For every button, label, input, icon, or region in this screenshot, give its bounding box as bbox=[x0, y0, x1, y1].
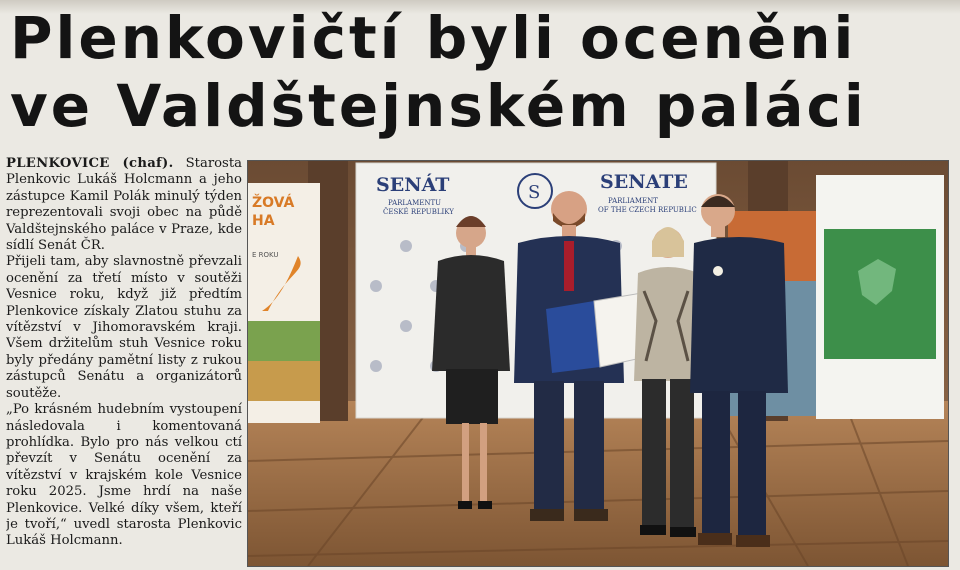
rollup-left-line: E ROKU bbox=[252, 251, 279, 259]
headline-line-1: Plenkovičtí byli oceněni bbox=[10, 4, 857, 72]
banner-right-sub1: PARLIAMENT bbox=[608, 197, 658, 205]
banner-left-sub2: ČESKÉ REPUBLIKY bbox=[383, 208, 454, 216]
senate-logo-letter: S bbox=[528, 182, 541, 203]
award-photo bbox=[247, 160, 949, 567]
dateline: PLENKOVICE (chaf). bbox=[6, 156, 174, 171]
headline-line-2: ve Valdštejnském paláci bbox=[10, 72, 867, 140]
rollup-left-field bbox=[248, 361, 320, 401]
banner-right-title: SENATE bbox=[600, 171, 688, 193]
rollup-left-title-2: HA bbox=[252, 213, 275, 229]
paragraph-1-text: Starosta Plenkovic Lukáš Holcmann a jeho zástupce Kamil Polák minulý týden reprezentovali svoji obec na půdě Valdštejnského paláce v Praze, kde sídlí Senát ČR. bbox=[6, 156, 242, 254]
rollup-left-title-1: ŽOVÁ bbox=[252, 195, 295, 211]
photo-illustration bbox=[248, 161, 948, 566]
article-paragraph-1 bbox=[6, 156, 242, 254]
article-paragraph-2: Přijeli tam, aby slavnostně převzali ocenění za třetí místo v soutěži Vesnice roku, když již předtím Plenkovice získaly Zlatou stuhu za vítězství v Jihomoravském kraji. Všem držitelům stuh Vesnice roku byly předány pamětní listy z rukou zástupců Senátu a organizátorů soutěže. bbox=[6, 254, 242, 401]
headline bbox=[10, 4, 955, 140]
banner-right-sub2: OF THE CZECH REPUBLIC bbox=[598, 206, 697, 214]
article-paragraph-3: „Po krásném hudebním vystoupení následovala i komentovaná prohlídka. Bylo pro nás velkou ctí převzít v Senátu ocenění za vítězství v krajském kole Vesnice roku 2025. Jsme hrdí na naše Plenkovice. Velké díky všem, kteří je tvoří,“ uvedl starosta Plenkovic Lukáš Holcmann. bbox=[6, 402, 242, 549]
article-column bbox=[6, 156, 242, 570]
banner-left-sub1: PARLAMENTU bbox=[388, 199, 442, 207]
banner-left-title: SENÁT bbox=[376, 174, 450, 196]
